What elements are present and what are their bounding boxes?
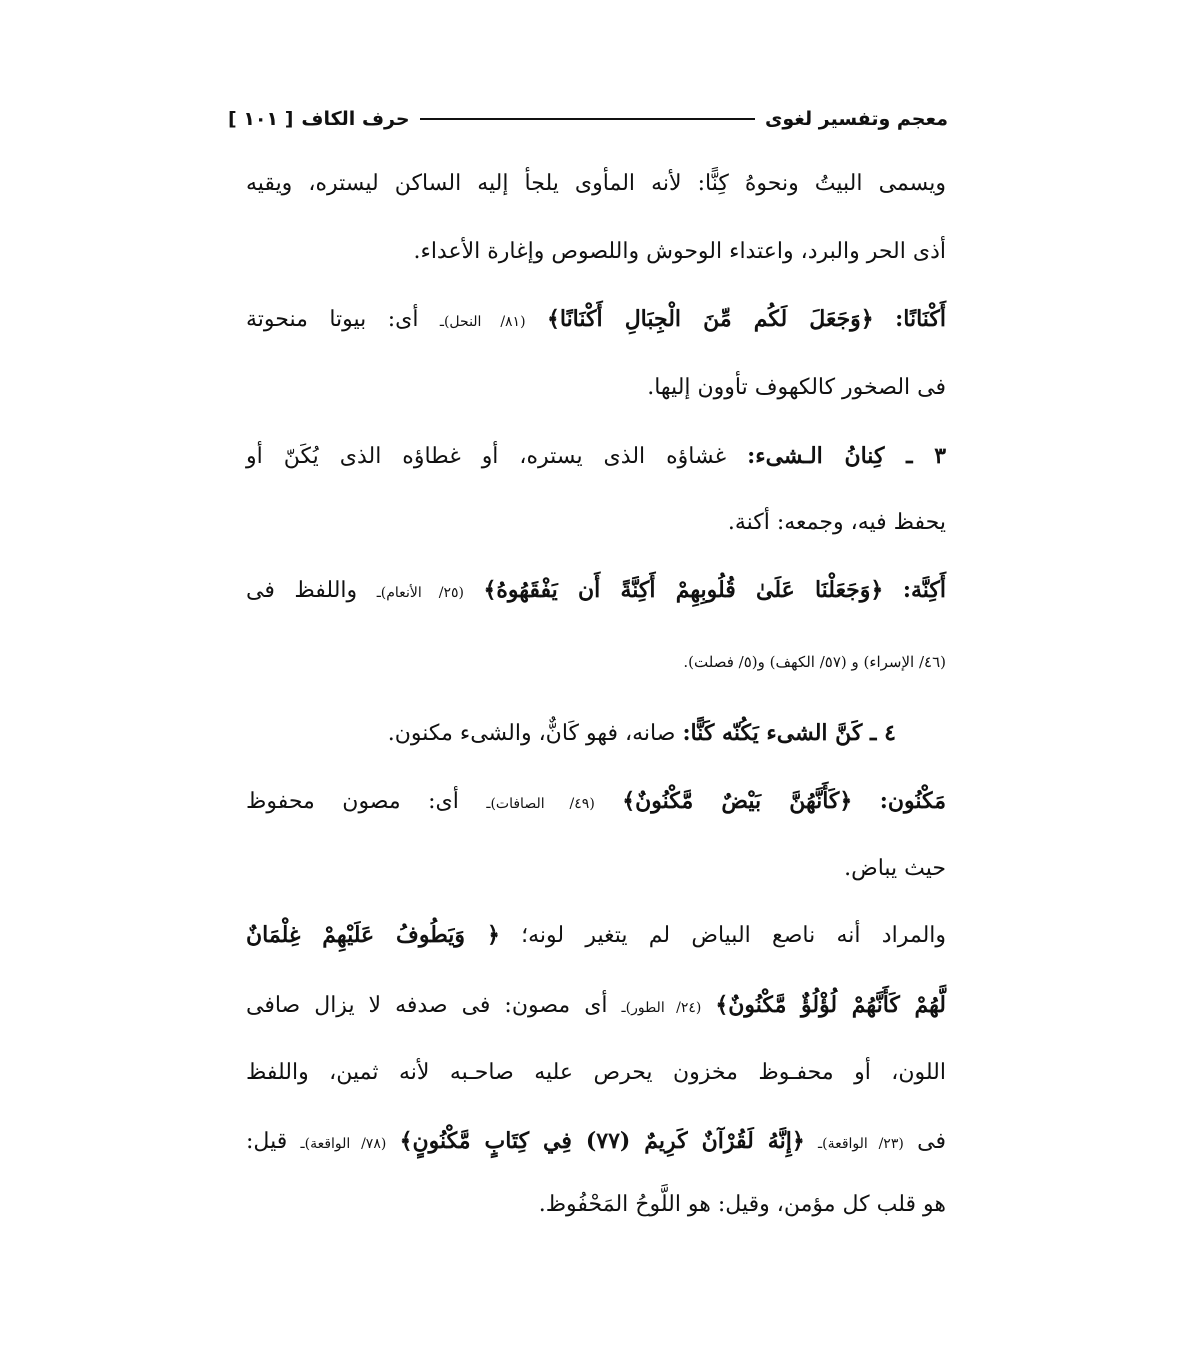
verse-reference: (٢٥/ الأنعام)ـ xyxy=(376,585,464,601)
p7-text: فى xyxy=(917,1129,946,1154)
verse-reference: (٨١/ النحل)ـ xyxy=(439,314,526,330)
p3-text: غشاؤه الذى يستره، أو غطاؤه الذى يُكَنّ أو xyxy=(246,444,727,469)
p4-line1 xyxy=(246,570,946,613)
p2-line1 xyxy=(246,299,946,342)
p3-line2: يحفظ فيه، وجمعه: أكنة. xyxy=(727,510,946,535)
p1-line1: ويسمى البيتُ ونحوهُ كِنًّا: لأنه المأوى يلجأ إليه الساكن ليستره، ويقيه xyxy=(246,171,946,196)
running-header xyxy=(228,104,948,134)
quran-verse: ﴿ وَيَطُوفُ عَلَيْهِمْ غِلْمَانٌ xyxy=(246,922,500,948)
chapter-title: حرف الكاف xyxy=(301,108,410,130)
term-maknun: مَكْنُون: xyxy=(879,788,946,814)
p5-text: صانه، فهو كَانٌّ، والشىء مكنون. xyxy=(387,721,676,746)
p6-line2: حيث يباض. xyxy=(844,856,946,881)
p7-text: قيل: xyxy=(246,1129,288,1154)
verse-reference: (٢٣/ الواقعة)ـ xyxy=(818,1136,904,1152)
term-aknanan: أَكْنَانًا: xyxy=(895,306,946,332)
p3-line1 xyxy=(246,436,946,477)
p4-text: واللفظ فى xyxy=(246,578,358,603)
p7-line2 xyxy=(246,985,946,1028)
verse-reference: (٧٨/ الواقعة)ـ xyxy=(300,1136,387,1152)
page-number: [ ١٠١ ] xyxy=(228,108,294,130)
p6-line1 xyxy=(246,781,946,824)
quran-verse: ﴿إِنَّهُ لَقُرْآنٌ كَرِيمٌ (٧٧) فِي كِتَابٍ مَّكْنُونٍ﴾ xyxy=(399,1128,805,1154)
book-title: معجم وتفسير لغوى xyxy=(764,108,948,130)
verse-reference: (٢٤/ الطور)ـ xyxy=(621,1000,702,1016)
quran-verse: ﴿كَأَنَّهُنَّ بَيْضٌ مَّكْنُونٌ﴾ xyxy=(622,788,853,814)
gloss-text: أى: بيوتا منحوتة xyxy=(246,307,419,332)
p7-line5: هو قلب كل مؤمن، وقيل: هو اللَّوحُ المَحْفُوظ. xyxy=(538,1192,946,1217)
p7-text: أى مصون: فى صدفه لا يزال صافى xyxy=(246,993,608,1018)
p5-line1 xyxy=(246,713,896,754)
p7-line1 xyxy=(246,915,946,956)
p7-line4 xyxy=(246,1121,946,1164)
verse-reference: (٤٩/ الصافات)ـ xyxy=(486,796,595,812)
p2-line2: فى الصخور كالكهوف تأوون إليها. xyxy=(647,375,946,400)
section-heading-3: ٣ ـ كِنانُ الـشىء: xyxy=(747,443,947,469)
quran-verse: لَّهُمْ كَأَنَّهُمْ لُؤْلُؤٌ مَّكْنُونٌ﴾ xyxy=(715,992,946,1018)
term-akinna: أَكِنَّة: xyxy=(902,577,946,603)
p4-line2: (٤٦/ الإسراء) و (٥٧/ الكهف) و(٥/ فصلت). xyxy=(683,653,946,671)
quran-verse: ﴿وَجَعَلَ لَكُم مِّنَ الْجِبَالِ أَكْنَانًا﴾ xyxy=(546,306,874,332)
gloss-text: أى: مصون محفوظ xyxy=(246,789,459,814)
quran-verse: ﴿وَجَعَلْنَا عَلَىٰ قُلُوبِهِمْ أَكِنَّةً أَن يَفْقَهُوهُ﴾ xyxy=(483,577,884,603)
p1-line2: أذى الحر والبرد، واعتداء الوحوش واللصوص وإغارة الأعداء. xyxy=(413,239,946,264)
p7-text: والمراد أنه ناصع البياض لم يتغير لونه؛ xyxy=(521,923,947,948)
p7-line3: اللون، أو محفـوظ مخزون يحرص عليه صاحـبه لأنه ثمين، واللفظ xyxy=(246,1060,946,1085)
header-rule xyxy=(420,118,755,120)
section-heading-4: ٤ ـ كَنَّ الشىء يَكُنّه كَنًّا: xyxy=(682,720,896,746)
